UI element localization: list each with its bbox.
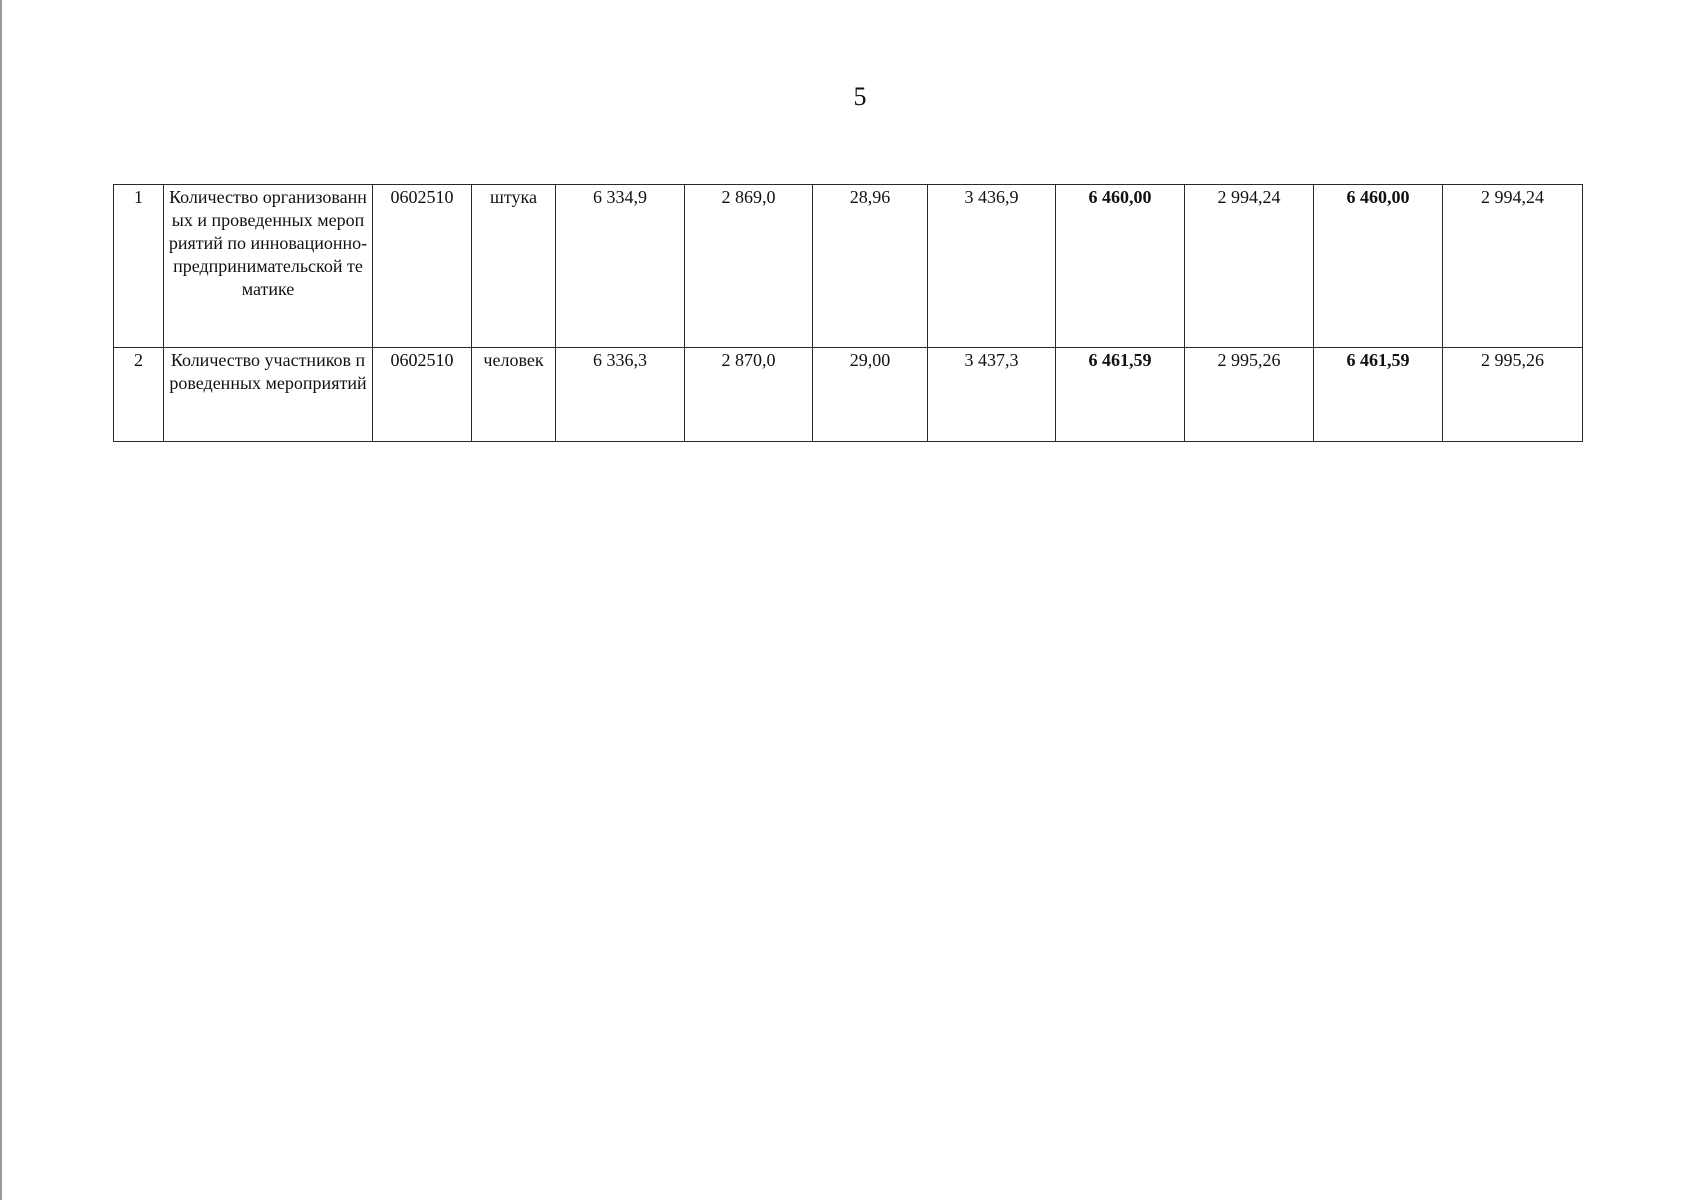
value-cell: 3 436,9 [928,185,1056,348]
value-cell-bold: 6 460,00 [1314,185,1443,348]
value-cell: 2 995,26 [1443,348,1583,442]
value-cell: 6 334,9 [556,185,685,348]
indicator-name-cell: Количество организованных и проведенных мероприятий по инновационно-предпринимательской тематике [164,185,373,348]
page-number: 5 [853,82,867,111]
value-cell: 2 870,0 [685,348,813,442]
value-cell: 2 869,0 [685,185,813,348]
row-number-cell: 1 [114,185,164,348]
value-cell: 29,00 [813,348,928,442]
value-cell-bold: 6 461,59 [1056,348,1185,442]
value-cell: 3 437,3 [928,348,1056,442]
value-cell: 2 994,24 [1443,185,1583,348]
indicator-name-cell: Количество участников проведенных мероприятий [164,348,373,442]
indicators-table [113,184,1583,442]
value-cell-bold: 6 460,00 [1056,185,1185,348]
table-row [114,348,1583,442]
code-cell: 0602510 [373,185,472,348]
value-cell: 6 336,3 [556,348,685,442]
value-cell: 2 995,26 [1185,348,1314,442]
value-cell: 28,96 [813,185,928,348]
value-cell-bold: 6 461,59 [1314,348,1443,442]
row-number-cell: 2 [114,348,164,442]
scan-left-edge [0,0,2,1200]
unit-cell: человек [472,348,556,442]
code-cell: 0602510 [373,348,472,442]
value-cell: 2 994,24 [1185,185,1314,348]
table-row [114,185,1583,348]
unit-cell: штука [472,185,556,348]
